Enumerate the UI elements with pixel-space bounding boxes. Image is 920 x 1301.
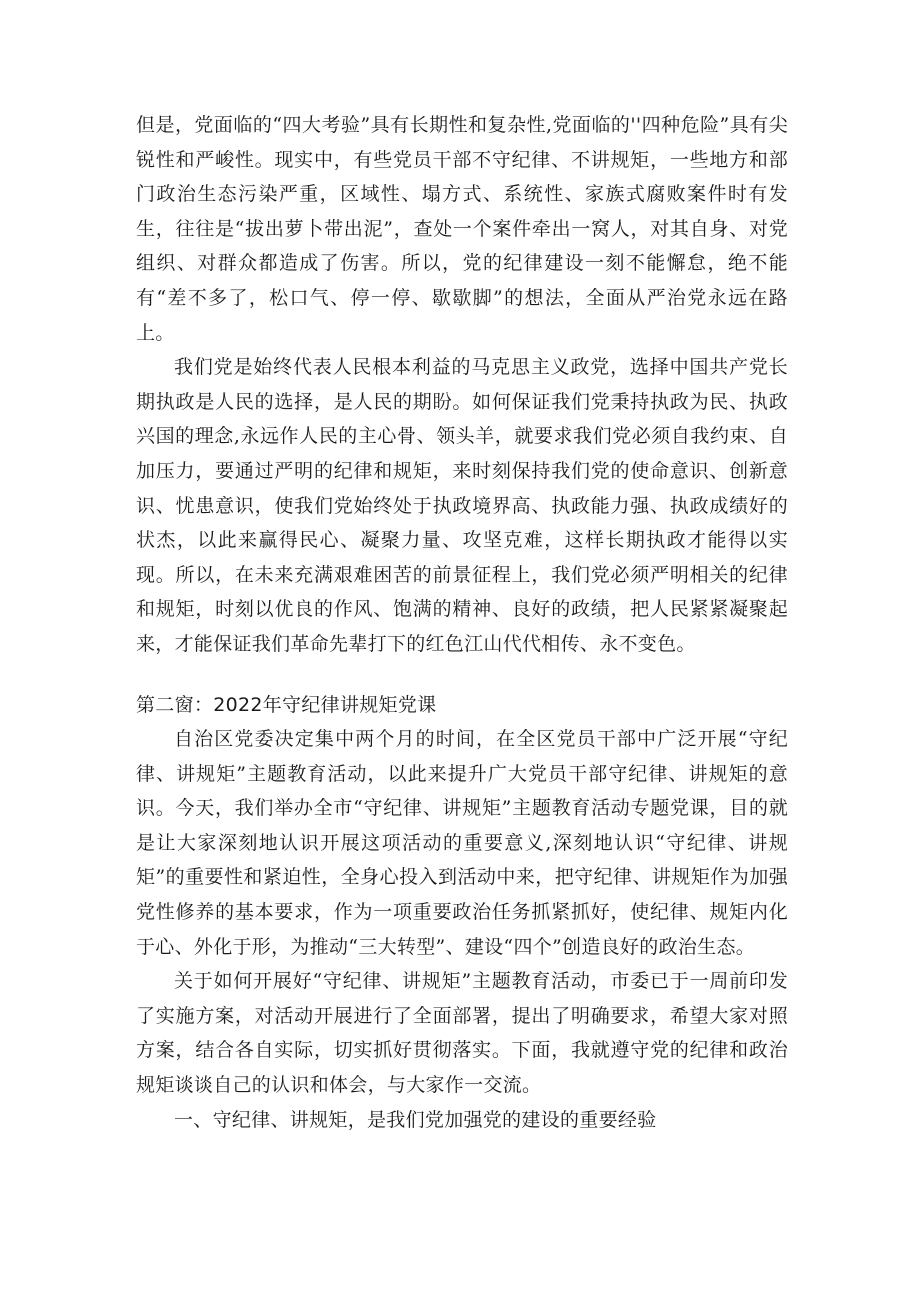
paragraph-party-governance: 我们党是始终代表人民根本利益的马克思主义政党，选择中国共产党长期执政是人民的选择，是人民的期盼。如何保证我们党秉持执政为民、执政兴国的理念,永远作人民的主心骨、领头羊，就要求我们党必须自我约束、自加压力，要通过严明的纪律和规矩，来时刻保持我们党的使命意识、创新意识、忧患意识，使我们党始终处于执政境界高、执政能力强、执政成绩好的状杰，以此来赢得民心、凝聚力量、攻坚克难，这样长期执政才能得以实现。所以，在未来充满艰难困苦的前景征程上，我们党必须严明相关的纪律和规矩，时刻以优良的作风、饱满的精神、良好的政绩，把人民紧紧凝聚起来，才能保证我们革命先辈打下的红色江山代代相传、永不变色。 (136, 356, 788, 655)
subheading-point-one: 一、守纪律、讲规矩，是我们党加强党的建设的重要经验 (174, 1108, 657, 1131)
document-page (136, 108, 788, 1137)
paragraph-education-campaign: 自治区党委决定集中两个月的时间，在全区党员干部中广泛开展“守纪律、讲规矩”主题教育活动，以此来提升广大党员干部守纪律、讲规矩的意识。今天，我们举办全市“守纪律、讲规矩”主题教育活动专题党课，目的就是让大家深刻地认识开展这项活动的重要意义,深刻地认识“守纪律、讲规矩”的重要性和紧迫性，全身心投入到活动中来，把守纪律、讲规矩作为加强党性修养的基本要求，作为一项重要政治任务抓紧抓好，使纪律、规矩内化于心、外化于形，为推动“三大转型”、建设“四个”创造良好的政治生态。 (136, 728, 788, 958)
paragraph-four-tests: 但是，党面临的“四大考验”具有长期性和复杂性,党面临的''四种危险”具有尖锐性和严峻性。现实中，有些党员干部不守纪律、不讲规矩，一些地方和部门政治生态污染严重，区域性、塌方式、系统性、家族式腐败案件时有发生，往往是“拔出萝卜带出泥”，查处一个案件牵出一窝人，对其自身、对党组织、对群众都造成了伤害。所以，党的纪律建设一刻不能懈怠，绝不能有“差不多了，松口气、停一停、歇歇脚”的想法，全面从严治党永远在路上。 (136, 114, 788, 344)
paragraph-implementation-plan: 关于如何开展好“守纪律、讲规矩”主题教育活动，市委已于一周前印发了实施方案，对活动开展进行了全面部署，提出了明确要求，希望大家对照方案，结合各自实际，切实抓好贯彻落实。下面，我就遵守党的纪律和政治规矩谈谈自己的认识和体会，与大家作一交流。 (136, 970, 788, 1097)
section-heading: 第二窗：2022年守纪律讲规矩党课 (136, 693, 437, 716)
